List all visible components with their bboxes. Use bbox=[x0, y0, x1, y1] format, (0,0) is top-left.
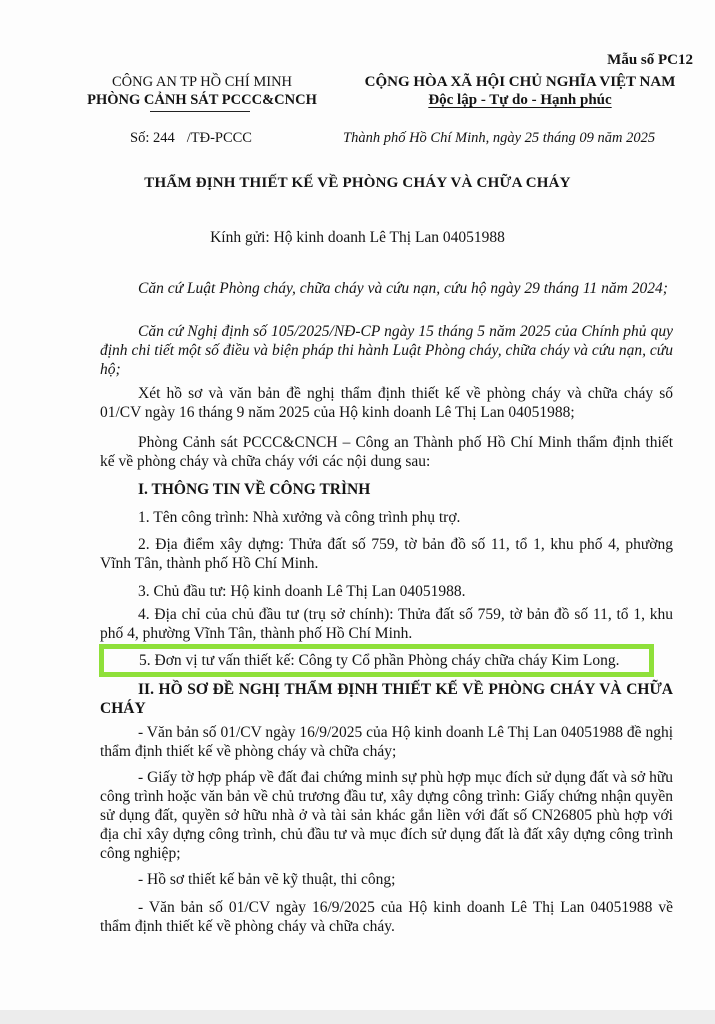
national-header bbox=[340, 73, 700, 109]
agency-department: PHÒNG CẢNH SÁT PCCC&CNCH bbox=[87, 92, 317, 108]
document-number-prefix: Số: 244 bbox=[130, 130, 175, 146]
document-number-suffix: /TĐ-PCCC bbox=[186, 130, 252, 146]
considering-paragraph: Xét hồ sơ và văn bản đề nghị thẩm định thiết kế về phòng cháy và chữa cháy số 01/CV ngày 16 tháng 9 năm 2025 của Hộ kinh doanh Lê Thị Lan 04051988; bbox=[100, 385, 673, 421]
preamble-decree: Căn cứ Nghị định số 105/2025/NĐ-CP ngày 15 tháng 5 năm 2025 của Chính phủ quy định chi tiết một số điều và biện pháp thi hành Luật Phòng cháy, chữa cháy và cứu nạn, cứu hộ; bbox=[100, 323, 673, 378]
dateline: Thành phố Hồ Chí Minh, ngày 25 tháng 09 năm 2025 bbox=[343, 130, 656, 146]
section-2-item-1: - Văn bản số 01/CV ngày 16/9/2025 của Hộ kinh doanh Lê Thị Lan 04051988 đề nghị thẩm định thiết kế về phòng cháy và chữa cháy; bbox=[100, 724, 673, 760]
preamble-law: Căn cứ Luật Phòng cháy, chữa cháy và cứu nạn, cứu hộ ngày 29 tháng 11 năm 2024; bbox=[138, 280, 668, 297]
section-2-heading: II. HỒ SƠ ĐỀ NGHỊ THẨM ĐỊNH THIẾT KẾ VỀ PHÒNG CHÁY VÀ CHỮA CHÁY bbox=[100, 681, 673, 717]
viewer-bottom-edge bbox=[0, 1010, 715, 1024]
section-1-item-2: 2. Địa điểm xây dựng: Thửa đất số 759, tờ bản đồ số 11, tổ 1, khu phố 4, phường Vĩnh Tân, thành phố Hồ Chí Minh. bbox=[100, 536, 673, 572]
section-2-item-2: - Giấy tờ hợp pháp về đất đai chứng minh sự phù hợp mục đích sử dụng đất và sở hữu công trình hoặc văn bản về chủ trương đầu tư, xây dựng công trình: Giấy chứng nhận quyền sử dụng đất, quyền sở hữu nhà ở và tài sản khác gắn liền với đất số CN26805 phù hợp với địa chỉ xây dựng công trình, chủ đầu tư và mục đích sử dụng đất là đất xây dựng công trình công nghiệp; bbox=[100, 769, 673, 862]
section-1-item-3: 3. Chủ đầu tư: Hộ kinh doanh Lê Thị Lan 04051988. bbox=[138, 583, 466, 600]
form-number: Mẫu số PC12 bbox=[607, 52, 693, 68]
nation-name: CỘNG HÒA XÃ HỘI CHỦ NGHĨA VIỆT NAM bbox=[364, 74, 676, 90]
document-title: THẨM ĐỊNH THIẾT KẾ VỀ PHÒNG CHÁY VÀ CHỮA CHÁY bbox=[144, 175, 571, 191]
statement-paragraph: Phòng Cảnh sát PCCC&CNCH – Công an Thành phố Hồ Chí Minh thẩm định thiết kế về phòng cháy và chữa cháy với các nội dung sau: bbox=[100, 434, 673, 470]
nation-motto: Độc lập - Tự do - Hạnh phúc bbox=[428, 92, 612, 108]
section-2-item-4: - Văn bản số 01/CV ngày 16/9/2025 của Hộ kinh doanh Lê Thị Lan 04051988 về thẩm định thiết kế về phòng cháy và chữa cháy. bbox=[100, 899, 673, 935]
recipient-line: Kính gửi: Hộ kinh doanh Lê Thị Lan 04051988 bbox=[210, 229, 505, 246]
section-1-heading: I. THÔNG TIN VỀ CÔNG TRÌNH bbox=[138, 481, 371, 498]
document-number bbox=[130, 130, 252, 147]
issuing-agency bbox=[82, 73, 322, 109]
agency-underline bbox=[150, 111, 250, 112]
section-1-item-5: 5. Đơn vị tư vấn thiết kế: Công ty Cổ phần Phòng cháy chữa cháy Kim Long. bbox=[139, 652, 620, 669]
section-2-item-3: - Hồ sơ thiết kế bản vẽ kỹ thuật, thi công; bbox=[138, 871, 396, 888]
section-1-item-1: 1. Tên công trình: Nhà xưởng và công trình phụ trợ. bbox=[138, 509, 461, 526]
section-1-item-4: 4. Địa chỉ của chủ đầu tư (trụ sở chính): Thửa đất số 759, tờ bản đồ số 11, tổ 1, khu phố 4, phường Vĩnh Tân, thành phố Hồ Chí Minh. bbox=[100, 606, 673, 642]
agency-parent: CÔNG AN TP HỒ CHÍ MINH bbox=[111, 74, 293, 90]
